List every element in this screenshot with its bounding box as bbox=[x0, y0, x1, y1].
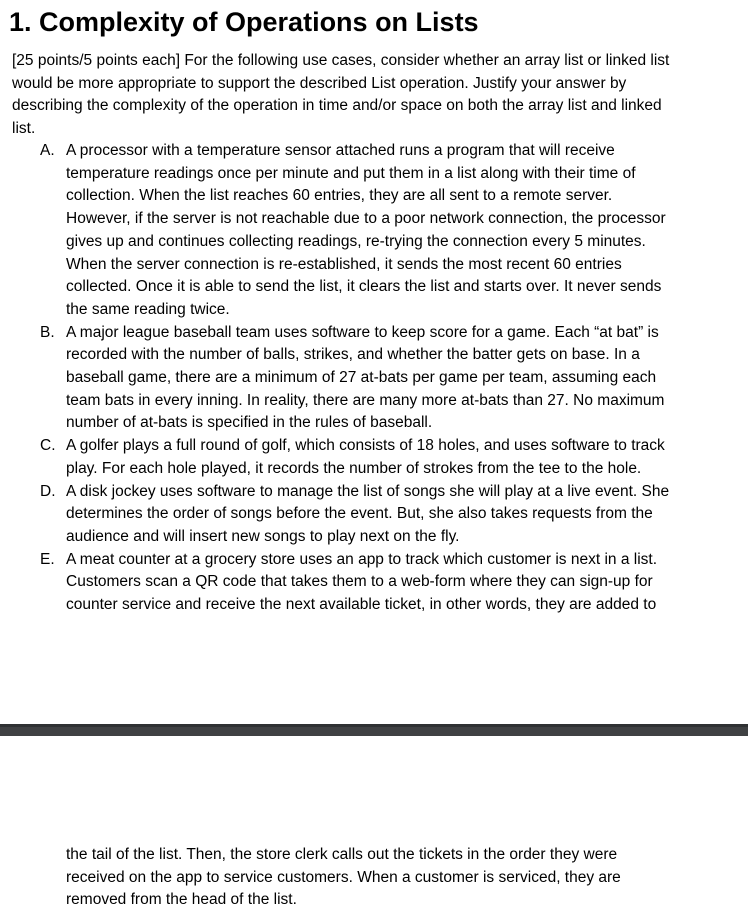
use-case-item-e-continuation bbox=[66, 844, 621, 912]
intro-line: list. bbox=[12, 120, 36, 138]
item-line: A processor with a temperature sensor attached runs a program that will receive bbox=[66, 142, 615, 159]
item-letter: E. bbox=[40, 550, 55, 568]
use-case-item-b bbox=[0, 322, 669, 436]
intro-line: [25 points/5 points each] For the following use cases, consider whether an array list or linked list bbox=[12, 52, 670, 69]
use-case-item-c bbox=[0, 435, 669, 480]
item-line: play. For each hole played, it records the number of strokes from the tee to the hole. bbox=[66, 459, 642, 477]
item-line: number of at-bats is specified in the rules of baseball. bbox=[66, 414, 433, 432]
use-case-item-d bbox=[0, 481, 669, 549]
item-line: recorded with the number of balls, strikes, and whether the batter gets on base. In a bbox=[66, 346, 640, 364]
item-line: the tail of the list. Then, the store clerk calls out the tickets in the order they were bbox=[66, 846, 618, 863]
item-line: A meat counter at a grocery store uses an app to track which customer is next in a list. bbox=[66, 550, 657, 568]
item-line: temperature readings once per minute and put them in a list along with their time of bbox=[66, 164, 636, 182]
intro-paragraph bbox=[12, 50, 730, 141]
item-letter: D. bbox=[40, 482, 56, 500]
item-line: baseball game, there are a minimum of 27 at-bats per game per team, assuming each bbox=[66, 369, 657, 387]
item-letter: C. bbox=[40, 437, 56, 455]
item-line: removed from the head of the list. bbox=[66, 891, 297, 909]
item-line: audience and will insert new songs to play next on the fly. bbox=[66, 527, 460, 545]
use-case-list bbox=[0, 140, 669, 617]
use-case-item-e bbox=[0, 549, 669, 617]
item-line: A major league baseball team uses software to keep score for a game. Each “at bat” is bbox=[66, 323, 659, 341]
item-line: gives up and continues collecting readings, re-trying the connection every 5 minutes. bbox=[66, 232, 646, 250]
item-letter: A. bbox=[40, 142, 55, 159]
page-title: 1. Complexity of Operations on Lists bbox=[9, 7, 479, 37]
item-line: team bats in every inning. In reality, there are many more at-bats than 27. No maximum bbox=[66, 391, 665, 409]
item-line: However, if the server is not reachable due to a poor network connection, the processor bbox=[66, 210, 666, 228]
item-line: collection. When the list reaches 60 entries, they are all sent to a remote server. bbox=[66, 187, 613, 205]
document-page-bottom bbox=[0, 736, 748, 916]
item-line: A disk jockey uses software to manage the list of songs she will play at a live event. She bbox=[66, 482, 670, 500]
item-line: A golfer plays a full round of golf, which consists of 18 holes, and uses software to track bbox=[66, 437, 665, 455]
item-line: Customers scan a QR code that takes them to a web-form where they can sign-up for bbox=[66, 573, 653, 591]
item-line: determines the order of songs before the event. But, she also takes requests from the bbox=[66, 505, 653, 523]
item-line: When the server connection is re-established, it sends the most recent 60 entries bbox=[66, 255, 622, 273]
intro-line: would be more appropriate to support the described List operation. Justify your answer by bbox=[12, 74, 627, 92]
item-line: the same reading twice. bbox=[66, 300, 230, 318]
page-break-divider bbox=[0, 724, 748, 736]
item-letter: B. bbox=[40, 323, 55, 341]
item-line: collected. Once it is able to send the list, it clears the list and starts over. It never sends bbox=[66, 278, 662, 296]
use-case-item-a bbox=[0, 140, 669, 322]
item-line: received on the app to service customers. When a customer is serviced, they are bbox=[66, 868, 621, 886]
intro-line: describing the complexity of the operation in time and/or space on both the array list and linked bbox=[12, 97, 662, 115]
item-line: counter service and receive the next available ticket, in other words, they are added to bbox=[66, 596, 657, 614]
